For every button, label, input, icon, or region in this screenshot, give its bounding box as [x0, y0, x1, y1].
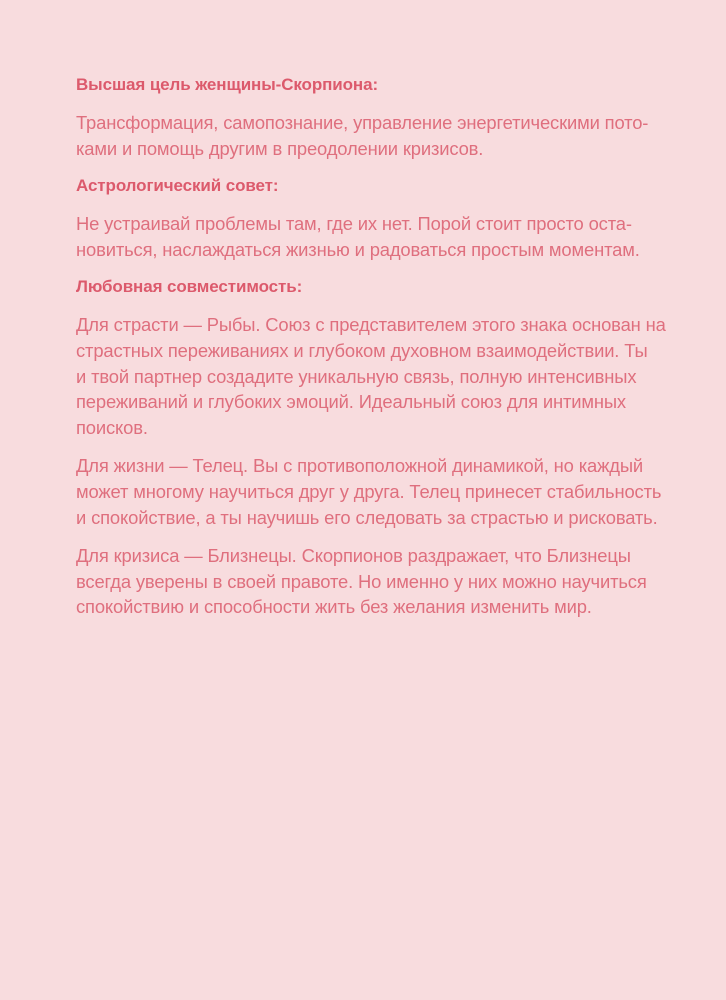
text-line: ками и помощь другим в преодолении кризисов.	[76, 137, 484, 159]
section-love-compatibility	[76, 274, 682, 620]
text-line: Для страсти — Рыбы. Союз с представителем этого знака основан на	[76, 314, 666, 336]
text-line: Для жизни — Телец. Вы с противоположной динамикой, но каждый	[76, 455, 644, 477]
text-line: переживаний и глубоких эмоций. Идеальный союз для интимных	[76, 391, 626, 413]
section-heading: Высшая цель женщины-Скорпиона:	[76, 75, 379, 94]
paragraph	[76, 110, 682, 161]
text-line: Не устраивай проблемы там, где их нет. Порой стоит просто оста-	[76, 213, 632, 235]
text-line: Трансформация, самопознание, управление энергетическими пото-	[76, 112, 649, 133]
text-line: страстных переживаниях и глубоком духовном взаимодействии. Ты	[76, 339, 648, 361]
text-line: спокойствию и способности жить без желания изменить мир.	[76, 596, 592, 618]
section-heading: Любовная совместимость:	[76, 277, 303, 297]
text-line: и спокойствие, а ты научишь его следовать за страстью и рисковать.	[76, 506, 658, 528]
text-line: всегда уверены в своей правоте. Но именно у них можно научиться	[76, 570, 647, 592]
section-astrological-advice	[76, 173, 682, 262]
text-line: поисков.	[76, 416, 148, 438]
document-page	[76, 72, 682, 620]
text-line: и твой партнер создадите уникальную связь, полную интенсивных	[76, 365, 637, 387]
text-line: может многому научиться друг у друга. Телец принесет стабильность	[76, 480, 662, 502]
text-line: Для кризиса — Близнецы. Скорпионов раздражает, что Близнецы	[76, 545, 631, 567]
text-line: новиться, наслаждаться жизнью и радоваться простым моментам.	[76, 238, 640, 260]
paragraph	[76, 211, 682, 262]
section-highest-goal	[76, 72, 682, 161]
paragraph-crisis	[76, 543, 682, 620]
section-heading: Астрологический совет:	[76, 176, 279, 196]
paragraph-life	[76, 453, 682, 530]
paragraph-passion	[76, 312, 682, 440]
